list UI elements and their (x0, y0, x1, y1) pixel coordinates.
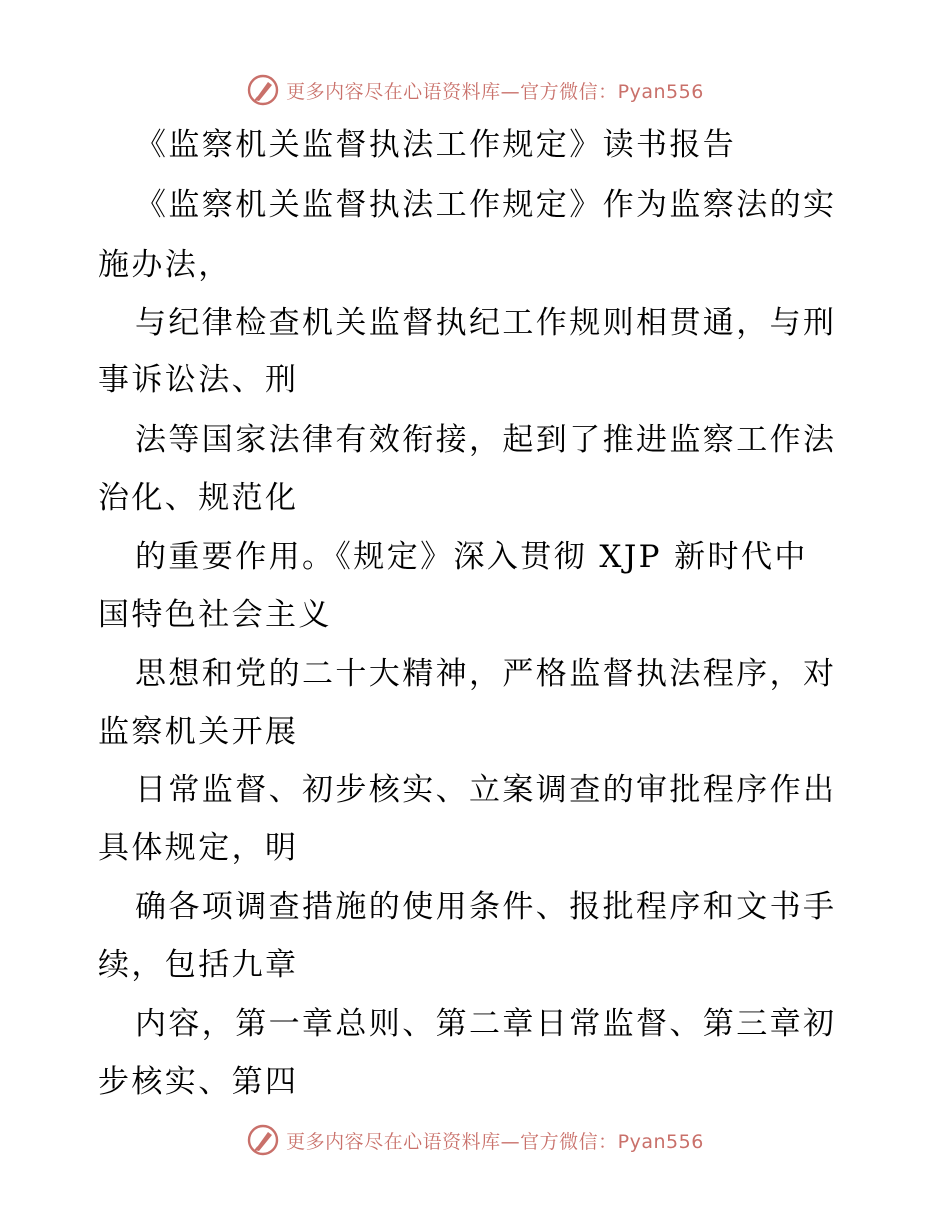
paragraph-line: 具体规定，明 (98, 830, 299, 866)
paragraph-line: 国特色社会主义 (98, 597, 332, 633)
paragraph-line: 日常监督、初步核实、立案调查的审批程序作出 (135, 772, 837, 808)
paragraph-line: 法等国家法律有效衔接，起到了推进监察工作法 (135, 422, 837, 458)
paragraph-line: 确各项调查措施的使用条件、报批程序和文书手 (135, 889, 837, 925)
paragraph-line: 思想和党的二十大精神，严格监督执法程序，对 (135, 656, 837, 692)
paragraph-line: 内容，第一章总则、第二章日常监督、第三章初 (135, 1006, 837, 1042)
paragraph-line: 《监察机关监督执法工作规定》作为监察法的实 (135, 187, 837, 223)
paragraph-line: 施办法， (98, 247, 232, 283)
paragraph-line: 监察机关开展 (98, 714, 299, 750)
paragraph-line: 事诉讼法、刑 (98, 362, 299, 398)
watermark-text: 更多内容尽在心语资料库—官方微信：Pyan556 (286, 80, 704, 103)
paragraph-line: 续，包括九章 (98, 947, 299, 983)
paragraph-line: 步核实、第四 (98, 1064, 299, 1100)
paragraph-line: 的重要作用。《规定》深入贯彻 XJP 新时代中 (135, 539, 808, 575)
footer-watermark (0, 1120, 950, 1160)
quill-logo-icon (246, 1123, 280, 1157)
watermark-text: 更多内容尽在心语资料库—官方微信：Pyan556 (286, 1130, 704, 1153)
paragraph-line: 与纪律检查机关监督执纪工作规则相贯通，与刑 (135, 305, 837, 341)
paragraph-line: 治化、规范化 (98, 480, 299, 516)
document-title: 《监察机关监督执法工作规定》读书报告 (135, 127, 737, 163)
